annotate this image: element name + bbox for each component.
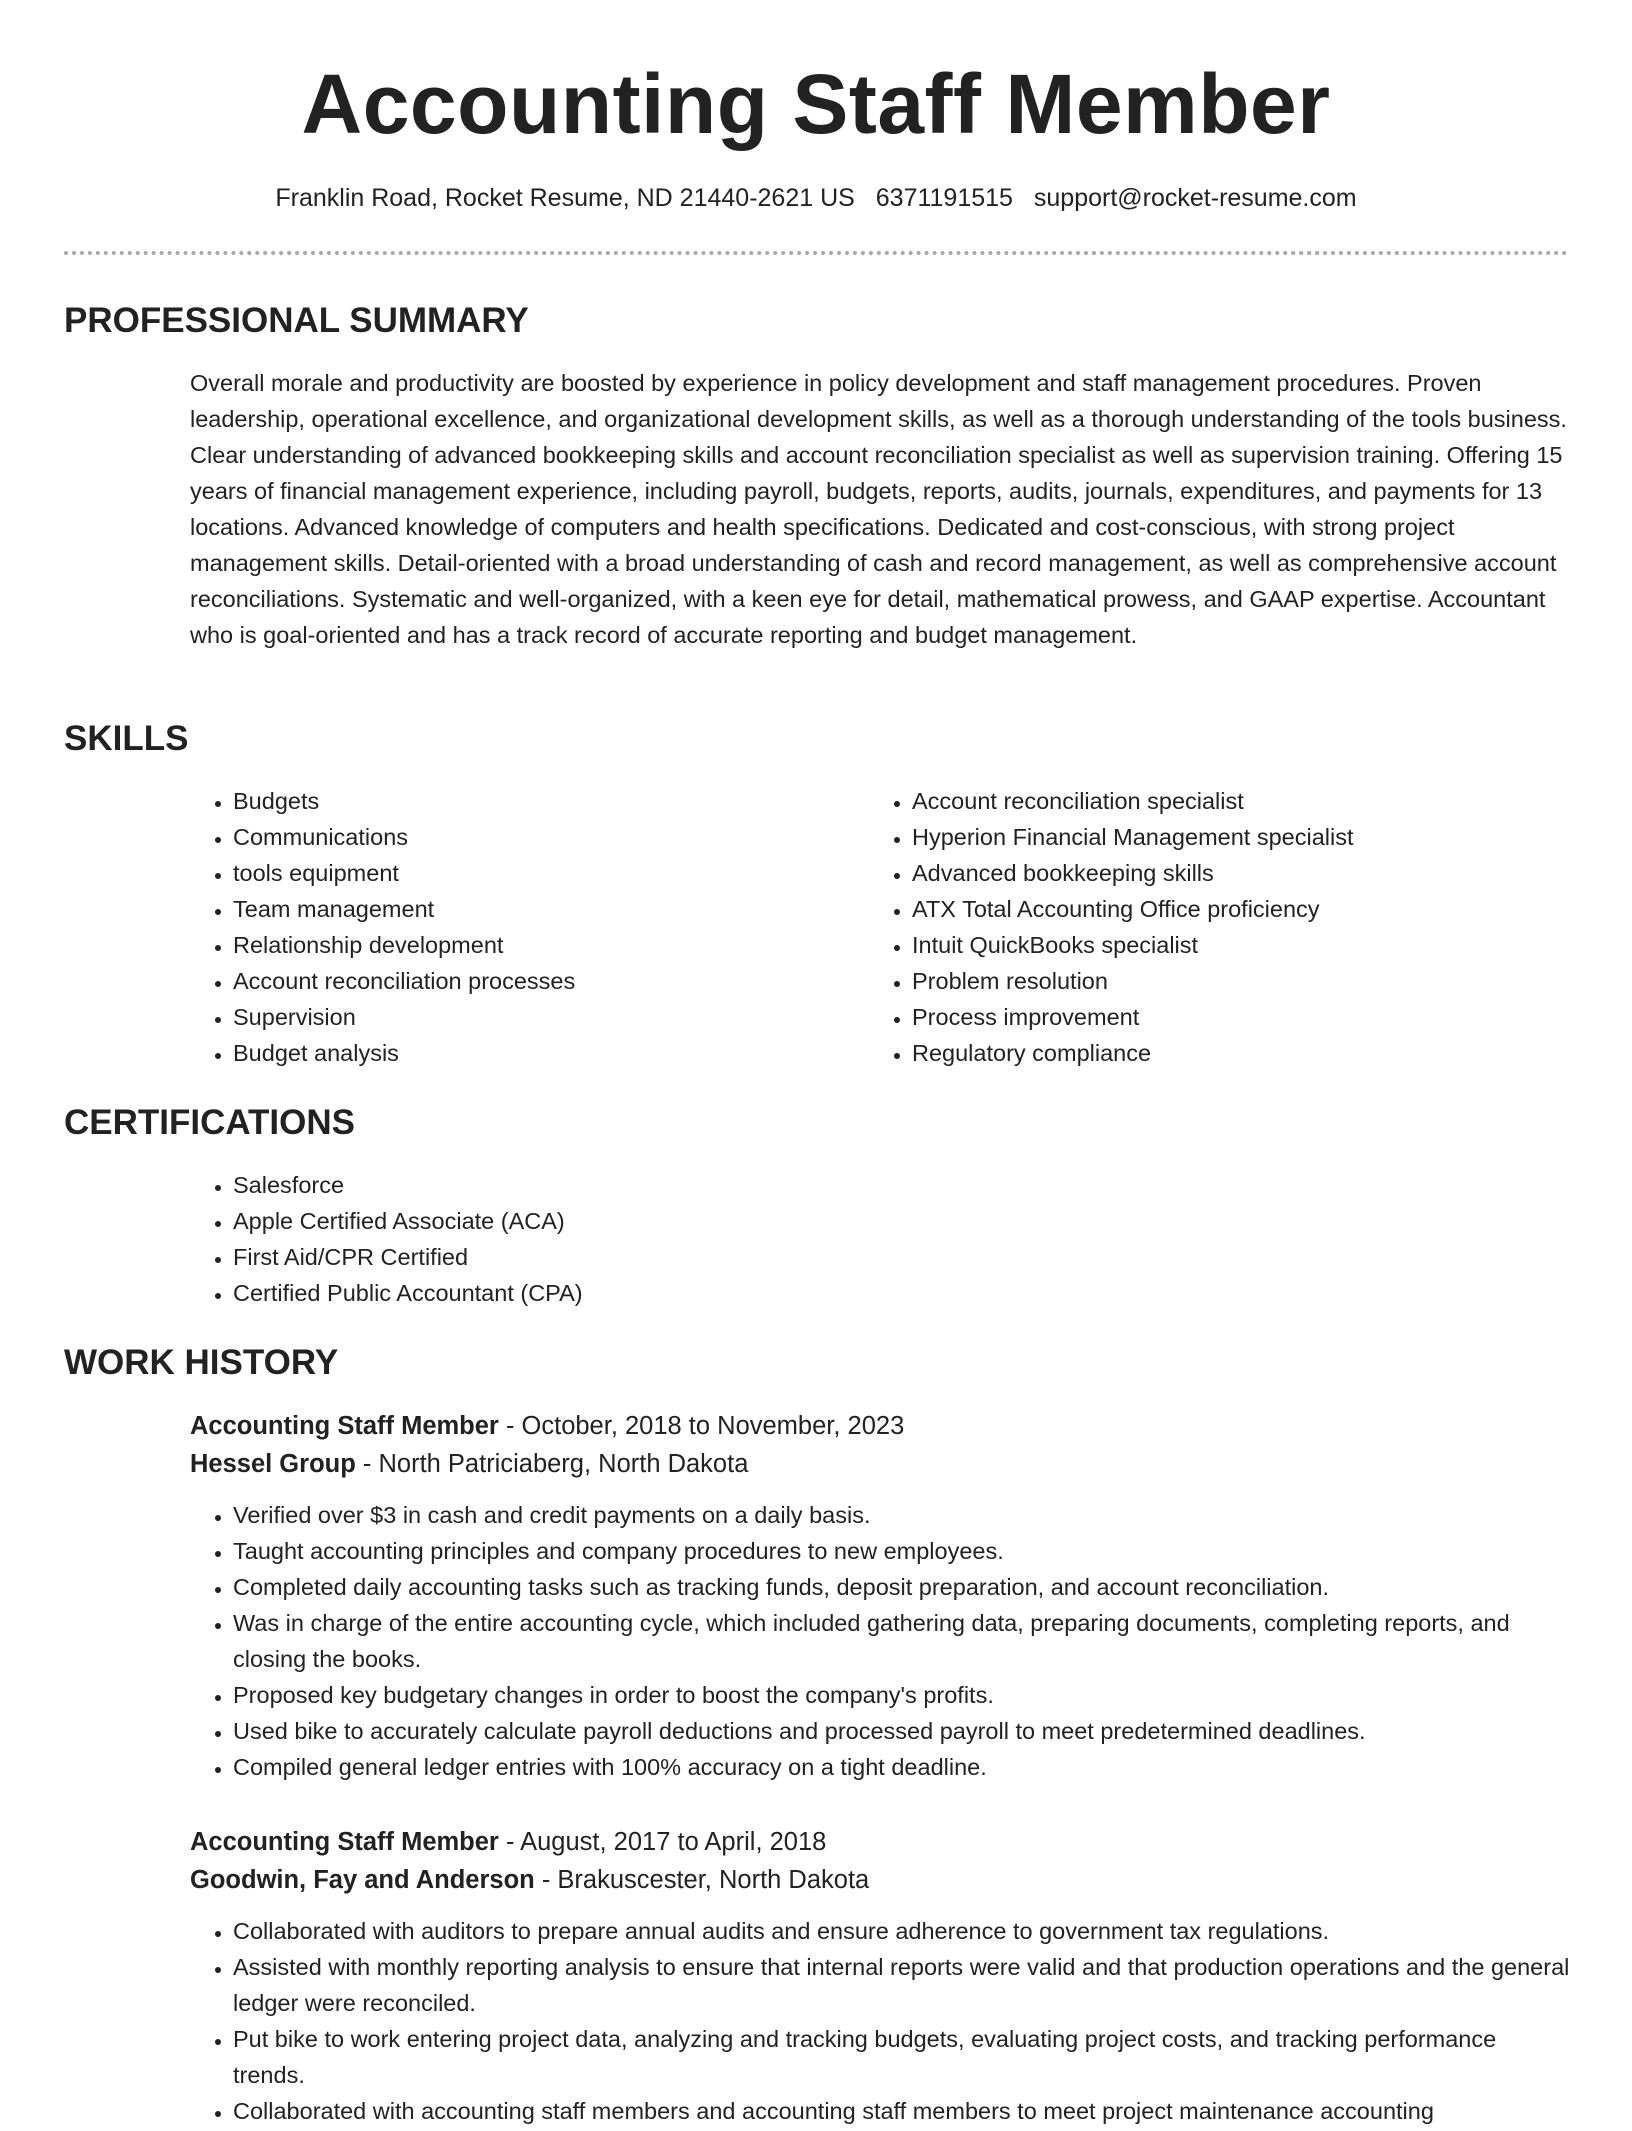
job-bullet: • Used bike to accurately calculate payroll deductions and processed payroll to meet predetermined deadlines. bbox=[233, 1713, 1570, 1749]
job-company-line bbox=[190, 1445, 1570, 1483]
skills-heading: SKILLS bbox=[64, 719, 189, 758]
skill-item: • ATX Total Accounting Office proficiency bbox=[912, 891, 1569, 927]
job-company: Goodwin, Fay and Anderson bbox=[190, 1866, 535, 1894]
certification-item: • First Aid/CPR Certified bbox=[233, 1239, 1090, 1275]
summary-text: Overall morale and productivity are boosted by experience in policy development and staff management procedures. Proven leadership, operational excellence, and organizational development skills, as well as a thorough understanding of the tools business. Clear understanding of advanced bookkeeping skills and account reconciliation specialist as well as supervision training. Offering 15 years of financial management experience, including payroll, budgets, reports, audits, journals, expenditures, and payments for 13 locations. Advanced knowledge of computers and health specifications. Dedicated and cost-conscious, with strong project management skills. Detail-oriented with a broad understanding of cash and record management, as well as comprehensive account reconciliations. Systematic and well-organized, with a keen eye for detail, mathematical prowess, and GAAP expertise. Accountant who is goal-oriented and has a track record of accurate reporting and budget management. bbox=[190, 370, 1567, 648]
skill-item: • Advanced bookkeeping skills bbox=[912, 855, 1569, 891]
contact-email: support@rocket-resume.com bbox=[1033, 184, 1357, 212]
job-bullet: • Collaborated with auditors to prepare annual audits and ensure adherence to government tax regulations. bbox=[233, 1913, 1570, 1949]
skill-item: • Team management bbox=[233, 891, 810, 927]
skill-item: • Regulatory compliance bbox=[912, 1035, 1569, 1071]
job-bullet: • Collaborated with accounting staff members and accounting staff members to meet project maintenance accounting bbox=[233, 2093, 1570, 2129]
job-entry bbox=[190, 1407, 1570, 1785]
certifications-block bbox=[190, 1167, 1090, 1311]
skills-column-right bbox=[869, 783, 1569, 1071]
skill-item: • tools equipment bbox=[233, 855, 810, 891]
job-bullet: • Proposed key budgetary changes in order to boost the company's profits. bbox=[233, 1677, 1570, 1713]
job-bullet: • Taught accounting principles and company procedures to new employees. bbox=[233, 1533, 1570, 1569]
skill-item: • Process improvement bbox=[912, 999, 1569, 1035]
skill-item: • Account reconciliation specialist bbox=[912, 783, 1569, 819]
work-history-heading: WORK HISTORY bbox=[64, 1343, 339, 1382]
skill-item: • Budgets bbox=[233, 783, 810, 819]
skill-item: • Relationship development bbox=[233, 927, 810, 963]
skills-list-left bbox=[190, 783, 810, 1071]
summary-heading: PROFESSIONAL SUMMARY bbox=[64, 301, 529, 340]
job-bullet: • Was in charge of the entire accounting cycle, which included gathering data, preparing documents, completing reports, and closing the books. bbox=[233, 1605, 1570, 1677]
job-title-line bbox=[190, 1823, 1570, 1861]
job-location: - North Patriciaberg, North Dakota bbox=[355, 1450, 749, 1478]
skill-item: • Hyperion Financial Management specialist bbox=[912, 819, 1569, 855]
job-bullet: • Completed daily accounting tasks such as tracking funds, deposit preparation, and account reconciliation. bbox=[233, 1569, 1570, 1605]
skills-list-right bbox=[869, 783, 1569, 1071]
job-bullets bbox=[190, 1497, 1570, 1785]
job-dates: - October, 2018 to November, 2023 bbox=[498, 1412, 905, 1440]
job-dates: - August, 2017 to April, 2018 bbox=[498, 1828, 827, 1856]
resume-name: Accounting Staff Member bbox=[301, 57, 1331, 151]
job-bullet: • Compiled general ledger entries with 100% accuracy on a tight deadline. bbox=[233, 1749, 1570, 1785]
certification-item: • Certified Public Accountant (CPA) bbox=[233, 1275, 1090, 1311]
certification-item: • Salesforce bbox=[233, 1167, 1090, 1203]
skill-item: • Budget analysis bbox=[233, 1035, 810, 1071]
skill-item: • Supervision bbox=[233, 999, 810, 1035]
contact-line bbox=[0, 180, 1632, 216]
contact-address: Franklin Road, Rocket Resume, ND 21440-2621 US bbox=[275, 184, 855, 212]
header-divider bbox=[64, 251, 1568, 255]
skill-item: • Communications bbox=[233, 819, 810, 855]
job-role: Accounting Staff Member bbox=[190, 1828, 499, 1856]
skill-item: • Intuit QuickBooks specialist bbox=[912, 927, 1569, 963]
skills-column-left bbox=[190, 783, 810, 1071]
job-bullet: • Put bike to work entering project data, analyzing and tracking budgets, evaluating project costs, and tracking performance trends. bbox=[233, 2021, 1570, 2093]
job-company: Hessel Group bbox=[190, 1450, 356, 1478]
job-company-line bbox=[190, 1861, 1570, 1899]
skill-item: • Problem resolution bbox=[912, 963, 1569, 999]
job-location: - Brakuscester, North Dakota bbox=[534, 1866, 870, 1894]
job-title-line bbox=[190, 1407, 1570, 1445]
job-role: Accounting Staff Member bbox=[190, 1412, 499, 1440]
certification-item: • Apple Certified Associate (ACA) bbox=[233, 1203, 1090, 1239]
skill-item: • Account reconciliation processes bbox=[233, 963, 810, 999]
contact-phone: 6371191515 bbox=[875, 184, 1013, 212]
job-bullets bbox=[190, 1913, 1570, 2129]
certifications-list bbox=[190, 1167, 1090, 1311]
job-bullet: • Verified over $3 in cash and credit payments on a daily basis. bbox=[233, 1497, 1570, 1533]
certifications-heading: CERTIFICATIONS bbox=[64, 1103, 356, 1142]
job-bullet: • Assisted with monthly reporting analysis to ensure that internal reports were valid and that production operations and the general ledger were reconciled. bbox=[233, 1949, 1570, 2021]
job-entry bbox=[190, 1823, 1570, 2129]
